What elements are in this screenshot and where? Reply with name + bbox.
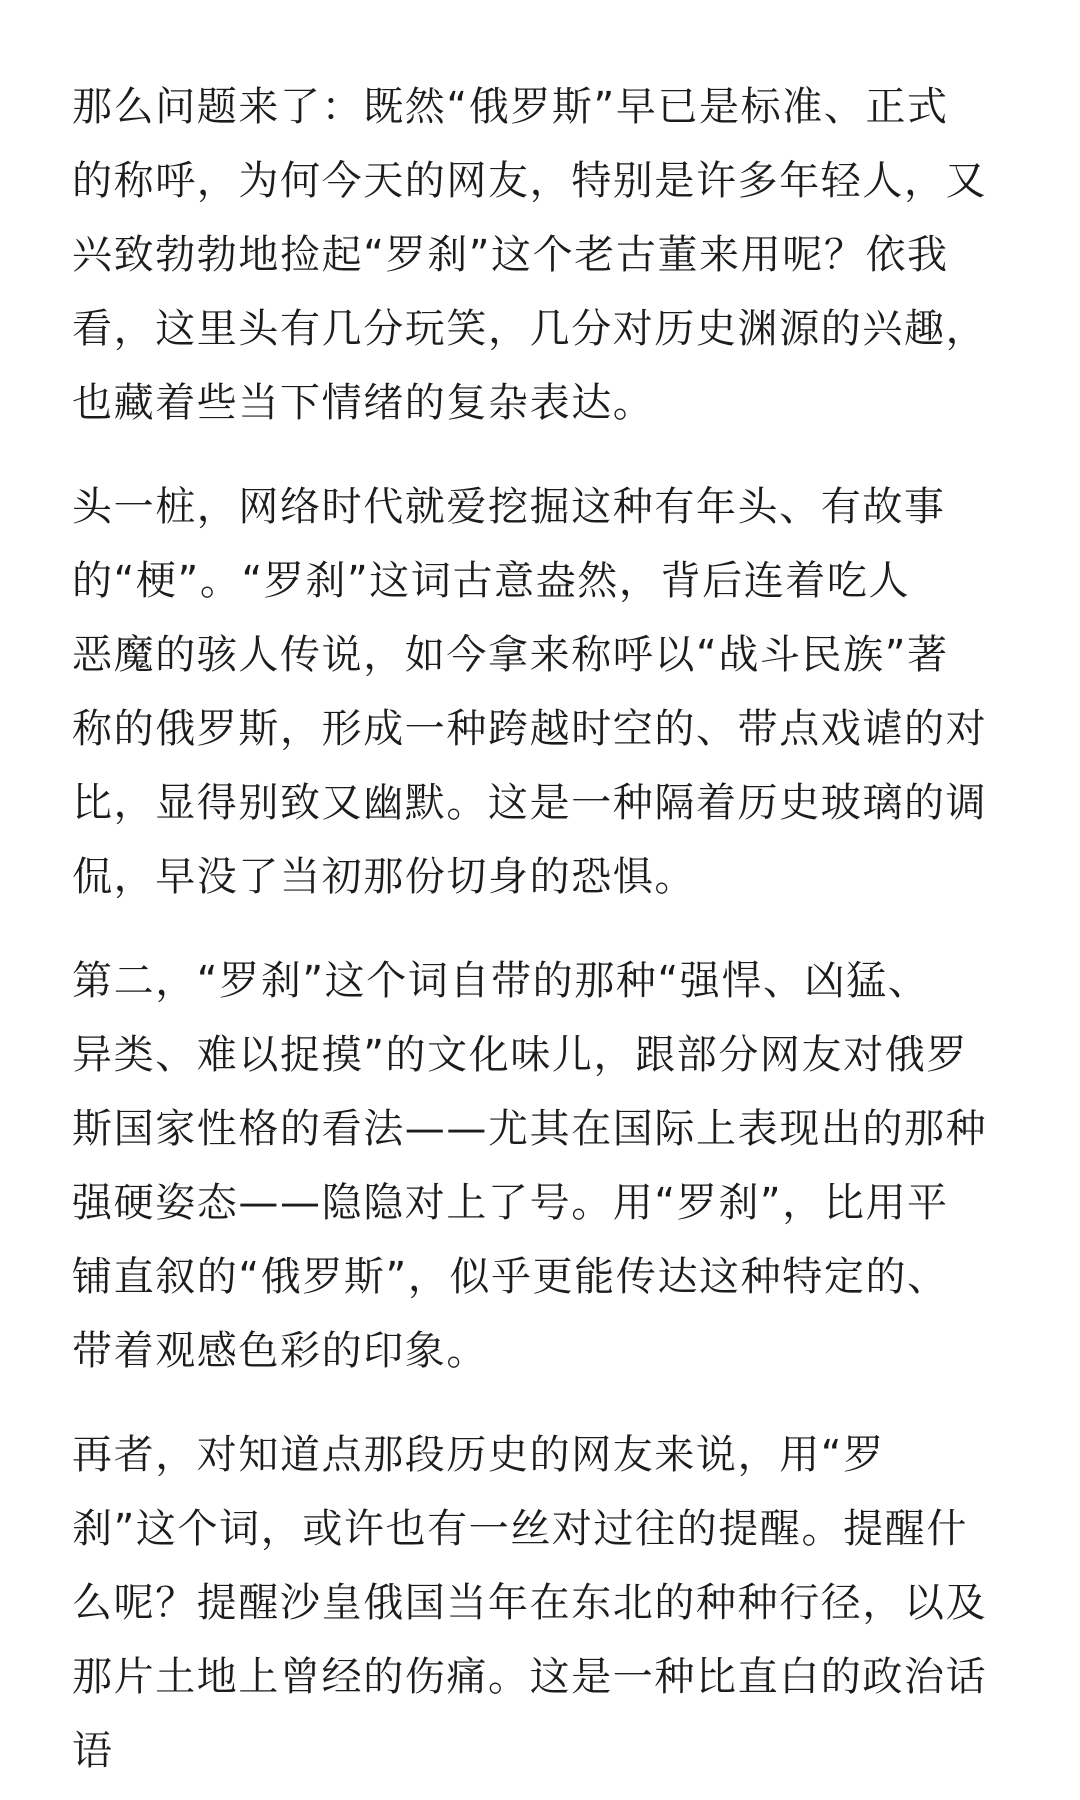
text-line: 语 xyxy=(72,1728,114,1774)
text-line: 头一桩，网络时代就爱挖掘这种有年头、有故事 xyxy=(72,484,946,530)
text-line: 的称呼，为何今天的网友，特别是许多年轻人，又 xyxy=(72,158,988,204)
paragraph-1 xyxy=(72,70,1012,440)
text-line: 看，这里头有几分玩笑，几分对历史渊源的兴趣， xyxy=(72,306,988,352)
text-line: 强硬姿态——隐隐对上了号。用“罗刹”，比用平 xyxy=(72,1180,949,1226)
paragraph-4 xyxy=(72,1418,1012,1788)
text-line: 第二，“罗刹”这个词自带的那种“强悍、凶猛、 xyxy=(72,958,930,1004)
text-line: 比，显得别致又幽默。这是一种隔着历史玻璃的调 xyxy=(72,780,988,826)
text-line: 再者，对知道点那段历史的网友来说，用“罗 xyxy=(72,1432,885,1478)
text-line: 斯国家性格的看法——尤其在国际上表现出的那种 xyxy=(72,1106,988,1152)
text-line: 么呢？提醒沙皇俄国当年在东北的种种行径，以及 xyxy=(72,1580,988,1626)
text-line: 铺直叙的“俄罗斯”，似乎更能传达这种特定的、 xyxy=(72,1254,949,1300)
text-line: 刹”这个词，或许也有一丝对过往的提醒。提醒什 xyxy=(72,1506,968,1552)
paragraph-3 xyxy=(72,944,1012,1388)
text-line: 兴致勃勃地捡起“罗刹”这个老古董来用呢？依我 xyxy=(72,232,949,278)
text-line: 侃，早没了当初那份切身的恐惧。 xyxy=(72,854,696,900)
text-line: 也藏着些当下情绪的复杂表达。 xyxy=(72,380,655,426)
text-line: 那么问题来了：既然“俄罗斯”早已是标准、正式 xyxy=(72,84,949,130)
text-line: 恶魔的骇人传说，如今拿来称呼以“战斗民族”著 xyxy=(72,632,949,678)
text-line: 称的俄罗斯，形成一种跨越时空的、带点戏谑的对 xyxy=(72,706,988,752)
text-line: 带着观感色彩的印象。 xyxy=(72,1328,488,1374)
text-line: 的“梗”。“罗刹”这词古意盎然，背后连着吃人 xyxy=(72,558,911,604)
text-line: 异类、难以捉摸”的文化味儿，跟部分网友对俄罗 xyxy=(72,1032,968,1078)
article-body xyxy=(72,70,1012,1788)
paragraph-2 xyxy=(72,470,1012,914)
text-line: 那片土地上曾经的伤痛。这是一种比直白的政治话 xyxy=(72,1654,988,1700)
